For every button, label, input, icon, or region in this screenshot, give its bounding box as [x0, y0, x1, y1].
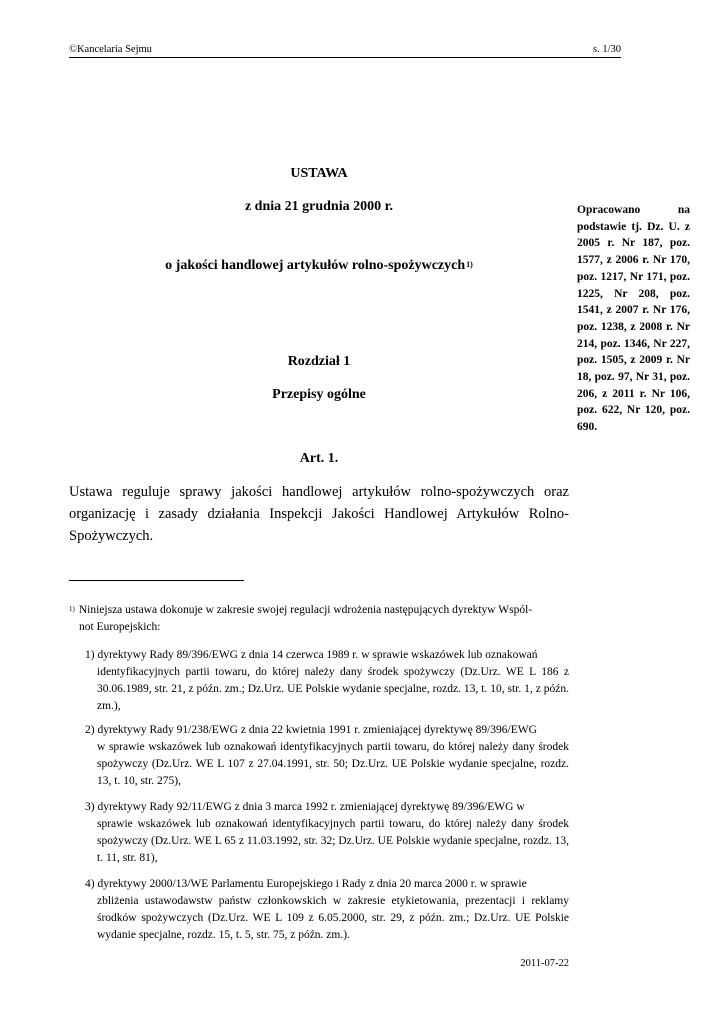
- chapter-heading: Rozdział 1: [287, 354, 351, 369]
- act-date: z dnia 21 grudnia 2000 r.: [244, 199, 394, 214]
- header-divider: [69, 57, 621, 58]
- footer-date: 2011-07-22: [520, 958, 569, 969]
- header-source: ©Kancelaria Sejmu: [69, 44, 152, 55]
- footnote-item: [85, 799, 569, 867]
- act-subject-text: o jakości handlowej artykułów rolno-spożywczych: [165, 258, 466, 273]
- act-title: USTAWA: [290, 166, 348, 181]
- page-number: s. 1/30: [592, 44, 621, 55]
- consolidation-note: Opracowano na podstawie tj. Dz. U. z 2005 r. Nr 187, poz. 1577, z 2006 r. Nr 170, poz. 1217, Nr 171, poz. 1225, Nr 208, poz. 1541, z 2007 r. Nr 176, poz. 1238, z 2008 r. Nr 214, poz. 1346, Nr 227, poz. 1505, z 2009 r. Nr 18, poz. 97, Nr 31, poz. 206, z 2011 r. Nr 106, poz. 622, Nr 120, poz. 690.: [577, 204, 690, 434]
- footnote-item-first: 2) dyrektywy Rady 91/238/EWG z dnia 22 kwietnia 1991 r. zmieniającej dyrektywę 89/396/EWG: [85, 724, 537, 736]
- footnote-intro-line1: Niniejsza ustawa dokonuje w zakresie swojej regulacji wdrożenia następujących dyrektyw Wspól-: [78, 604, 533, 616]
- footnote-item: [85, 876, 569, 944]
- footnote-item-rest: zbliżenia ustawodawstw państw członkowskich w zakresie etykietowania, prezentacji i reklamy środków spożywczych (Dz.Urz. WE L 109 z 6.05.2000, str. 29, z późn. zm.; Dz.Urz. UE Polskie wydanie specjalne, rozdz. 15, t. 5, str. 75, z późn. zm.).: [97, 895, 569, 941]
- footnote-item-first: 3) dyrektywy Rady 92/11/EWG z dnia 3 marca 1992 r. zmieniającej dyrektywę 89/396/EWG w: [85, 801, 525, 813]
- footnote-item-first: 4) dyrektywy 2000/13/WE Parlamentu Europejskiego i Rady z dnia 20 marca 2000 r. w sprawie: [85, 878, 527, 890]
- article-text: Ustawa reguluje sprawy jakości handlowej artykułów rolno-spożywczych oraz organizację i zasady działania Inspekcji Jakości Handlowej Artykułów Rolno-Spożywczych.: [69, 484, 569, 544]
- footnote-item: [85, 647, 569, 715]
- footnote-divider: [69, 580, 244, 581]
- chapter-title: Przepisy ogólne: [272, 387, 366, 402]
- footnote-ref: 1): [466, 260, 473, 269]
- footnote-mark: 1): [69, 605, 75, 613]
- footnote-item: [85, 722, 569, 790]
- footnote-intro-line2: not Europejskich:: [79, 621, 161, 633]
- footnote-item-rest: identyfikacyjnych partii towaru, do której należy dany środek spożywczy (Dz.Urz. WE L 186 z 30.06.1989, str. 21, z późn. zm.; Dz.Urz. UE Polskie wydanie specjalne, rozdz. 13, t. 10, str. 1, z późn. zm.),: [97, 666, 569, 712]
- footnote-item-rest: sprawie wskazówek lub oznakowań identyfikacyjnych partii towaru, do której należy dany środek spożywczy (Dz.Urz. WE L 65 z 11.03.1992, str. 32; Dz.Urz. UE Polskie wydanie specjalne, rozdz. 13, t. 11, str. 81),: [97, 818, 569, 864]
- article-heading: Art. 1.: [299, 451, 339, 466]
- act-subject: [69, 258, 569, 274]
- footnote-item-rest: w sprawie wskazówek lub oznakowań identyfikacyjnych partii towaru, do której należy dany środek spożywczy (Dz.Urz. WE L 107 z 27.04.1991, str. 50; Dz.Urz. UE Polskie wydanie specjalne, rozdz. 13, t. 10, str. 275),: [97, 741, 569, 787]
- footnote-item-first: 1) dyrektywy Rady 89/396/EWG z dnia 14 czerwca 1989 r. w sprawie wskazówek lub oznakowań: [85, 649, 538, 661]
- footnote-intro: [69, 602, 569, 636]
